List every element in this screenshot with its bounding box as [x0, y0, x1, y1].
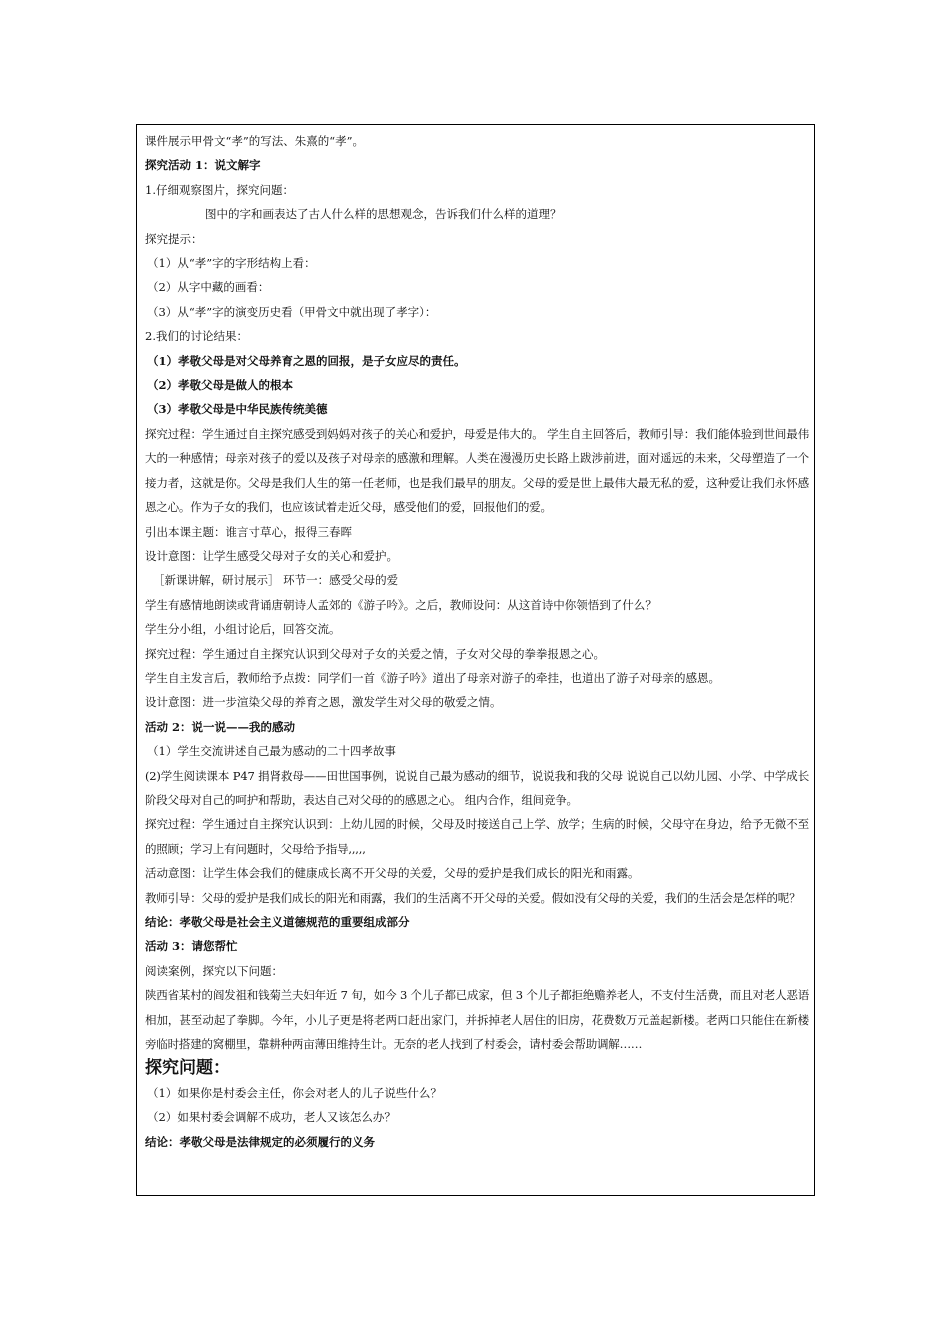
- text-line: 探究过程：学生通过自主探究认识到父母对子女的关爱之情，子女对父母的拳拳报恩之心。: [145, 646, 605, 661]
- section-heading: 活动 2：说一说——我的感动: [145, 719, 296, 734]
- conclusion: 结论：孝敬父母是社会主义道德规范的重要组成部分: [145, 915, 410, 929]
- text-line: （2）从字中藏的画看：: [147, 280, 270, 295]
- question-heading: 探究问题：: [145, 1058, 230, 1079]
- text-line: 1.仔细观察图片，探究问题：: [145, 182, 294, 197]
- text-line: 图中的字和画表达了古人什么样的思想观念，告诉我们什么样的道理？: [205, 207, 562, 222]
- conclusion-item: （1）孝敬父母是对父母养育之恩的回报，是子女应尽的责任。: [147, 353, 466, 368]
- conclusion-item: （2）孝敬父母是做人的根本: [147, 378, 294, 393]
- paragraph: 探究过程：学生通过自主探究认识到：上幼儿园的时候，父母及时接送自己上学、放学；生病的时候，父母守在身边，给予无微不至的照顾；学习上有问题时，父母给予指导,,,,,: [145, 817, 809, 856]
- section-heading: 探究活动 1：说文解字: [145, 158, 261, 173]
- section-heading: 活动 3：请您帮忙: [145, 939, 238, 954]
- text-line: 引出本课主题：谁言寸草心，报得三春晖: [145, 524, 352, 539]
- conclusion-item: （3）孝敬父母是中华民族传统美德: [147, 402, 328, 417]
- text-line: 学生有感情地朗读或背诵唐朝诗人孟郊的《游子吟》。之后，教师设问：从这首诗中你领悟到了什么？: [145, 597, 657, 612]
- paragraph: 探究过程：学生通过自主探究感受到妈妈对孩子的关心和爱护，母爱是伟大的。 学生自主回答后，教师引导：我们能体验到世间最伟大的一种感情；母亲对孩子的爱以及孩子对母亲的感激和理解。人类在漫漫历史长路上跋涉前进，面对遥远的未来，父母塑造了一个接力者，这就是你。父母是我们人生的第一任老师，也是我们最早的朋友。父母的爱是世上最伟大最无私的爱，这种爱让我们永怀感恩之心。作为子女的我们，也应该试着走近父母，感受他们的爱，回报他们的爱。: [145, 426, 809, 515]
- paragraph: (2)学生阅读课本 P47 捐肾救母——田世国事例，说说自己最为感动的细节，说说我和我的父母 说说自己以幼儿园、小学、中学成长阶段父母对自己的呵护和帮助，表达自己对父母的的感恩之心。 组内合作，组间竞争。: [145, 768, 809, 807]
- lesson-content: [145, 129, 809, 1154]
- case-paragraph: 陕西省某村的阎发祖和钱菊兰夫妇年近 7 旬，如今 3 个儿子都已成家，但 3 个儿子都拒绝赡养老人，不支付生活费，而且对老人恶语相加，甚至动起了拳脚。今年，小儿子更是将老两口赶出家门，并拆掉老人居住的旧房，花费数万元盖起新楼。老两口只能住在新楼旁临时搭建的窝棚里，靠耕种两亩薄田维持生计。无奈的老人找到了村委会，请村委会帮助调解……: [145, 988, 809, 1052]
- text-line: 阅读案例，探究以下问题：: [145, 963, 283, 978]
- text-line: 学生分小组，小组讨论后，回答交流。: [145, 622, 341, 637]
- lesson-plan-table-cell: [136, 124, 815, 1196]
- text-line: （1）如果你是村委会主任，你会对老人的儿子说些什么？: [147, 1085, 442, 1100]
- conclusion: 结论：孝敬父母是法律规定的必须履行的义务: [145, 1134, 375, 1149]
- text-line: 设计意图：进一步渲染父母的养育之恩，激发学生对父母的敬爱之情。: [145, 695, 502, 710]
- text-line: 学生自主发言后，教师给予点拨：同学们一首《游子吟》道出了母亲对游子的牵挂，也道出了游子对母亲的感恩。: [145, 670, 720, 685]
- paragraph: 教师引导：父母的爱护是我们成长的阳光和雨露，我们的生活离不开父母的关爱。假如没有父母的关爱，我们的生活会是怎样的呢？: [145, 890, 801, 905]
- text-line: 2.我们的讨论结果：: [145, 329, 248, 344]
- text-line: ［新课讲解，研讨展示］ 环节一：感受父母的爱: [153, 573, 399, 588]
- text-line: 探究提示：: [145, 231, 203, 246]
- text-line: 课件展示甲骨文“孝”的写法、朱熹的“孝”。: [145, 134, 365, 148]
- text-line: 设计意图：让学生感受父母对子女的关心和爱护。: [145, 548, 398, 563]
- text-line: （1）学生交流讲述自己最为感动的二十四孝故事: [147, 744, 396, 759]
- text-line: （3）从“孝”字的演变历史看（甲骨文中就出现了孝字）：: [147, 304, 437, 319]
- text-line: （1）从“孝”字的字形结构上看：: [147, 256, 316, 271]
- text-line: 活动意图：让学生体会我们的健康成长离不开父母的关爱，父母的爱护是我们成长的阳光和雨露。: [145, 866, 640, 881]
- text-line: （2）如果村委会调解不成功，老人又该怎么办？: [147, 1110, 396, 1125]
